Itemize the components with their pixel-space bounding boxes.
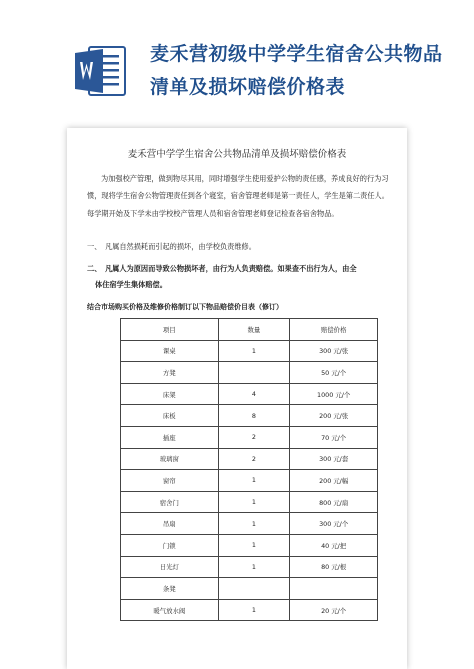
banner	[0, 0, 474, 120]
table-row	[121, 426, 378, 448]
table-row	[121, 470, 378, 492]
cell-quantity: 1	[218, 470, 290, 492]
table-header-row	[121, 319, 378, 341]
cell-quantity: 2	[218, 426, 290, 448]
cell-price: 40 元/把	[290, 534, 378, 556]
table-row	[121, 491, 378, 513]
document-title: 麦禾营中学学生宿舍公共物品清单及损坏赔偿价格表	[127, 149, 347, 160]
table-row	[121, 362, 378, 384]
cell-price: 300 元/个	[290, 513, 378, 535]
table-row	[121, 340, 378, 362]
cell-item: 插座	[121, 426, 219, 448]
cell-item: 日光灯	[121, 556, 219, 578]
table-row	[121, 513, 378, 535]
cell-price: 20 元/个	[290, 599, 378, 621]
cell-price: 50 元/个	[290, 362, 378, 384]
cell-quantity: 1	[218, 340, 290, 362]
cell-quantity: 4	[218, 383, 290, 405]
cell-item: 床板	[121, 405, 219, 427]
cell-price: 80 元/根	[290, 556, 378, 578]
cell-quantity	[218, 362, 290, 384]
cell-price: 200 元/幅	[290, 470, 378, 492]
word-document-icon	[73, 43, 129, 99]
cell-item: 宿舍门	[121, 491, 219, 513]
cell-price	[290, 578, 378, 600]
cell-price: 200 元/张	[290, 405, 378, 427]
header-price: 赔偿价格	[290, 319, 378, 341]
cell-item: 暖气放水阀	[121, 599, 219, 621]
cell-quantity: 1	[218, 491, 290, 513]
cell-quantity: 1	[218, 534, 290, 556]
cell-quantity: 8	[218, 405, 290, 427]
cell-quantity	[218, 578, 290, 600]
cell-price: 300 元/张	[290, 340, 378, 362]
table-row	[121, 383, 378, 405]
cell-quantity: 1	[218, 556, 290, 578]
cell-item: 吊扇	[121, 513, 219, 535]
rule-item-2-line-1: 二、 凡属人为原因而导致公物损坏者，由行为人负责赔偿。如果查不出行为人，由全	[87, 264, 357, 273]
cell-price: 70 元/个	[290, 426, 378, 448]
cell-quantity: 1	[218, 599, 290, 621]
cell-item: 床架	[121, 383, 219, 405]
cell-price: 300 元/套	[290, 448, 378, 470]
banner-title: 麦禾营初级中学学生宿舍公共物品清单及损坏赔偿价格表	[150, 43, 443, 98]
document-page	[67, 128, 407, 669]
table-caption: 结合市场购买价格及维修价格制订以下物品赔偿价目表（修订）	[87, 303, 283, 311]
intro-paragraph: 为加强校产管理，做到物尽其用，同时增强学生使用爱护公物的责任感，养成良好的行为习惯，现将学生宿舍公物管理责任到各个寝室，宿舍管理老师是第一责任人，学生是第二责任人。每学期开始及下学未由学校校产管理人员和宿舍管理老师登记检查各宿舍物品。	[87, 174, 389, 218]
rule-item-2-line-2: 体住宿学生集体赔偿。	[95, 280, 167, 289]
table-row	[121, 578, 378, 600]
price-table	[120, 318, 378, 621]
cell-quantity: 1	[218, 513, 290, 535]
rule-item-2	[87, 261, 392, 293]
cell-price: 800 元/扇	[290, 491, 378, 513]
cell-price: 1000 元/个	[290, 383, 378, 405]
cell-item: 条凳	[121, 578, 219, 600]
table-row	[121, 534, 378, 556]
table-row	[121, 448, 378, 470]
cell-item: 方凳	[121, 362, 219, 384]
cell-item: 窗帘	[121, 470, 219, 492]
cell-quantity: 2	[218, 448, 290, 470]
cell-item: 课桌	[121, 340, 219, 362]
table-row	[121, 599, 378, 621]
cell-item: 玻璃窗	[121, 448, 219, 470]
table-row	[121, 556, 378, 578]
cell-item: 门锁	[121, 534, 219, 556]
rule-item-1: 一、 凡属自然损耗而引起的损坏，由学校负责维修。	[87, 242, 256, 251]
header-quantity: 数量	[218, 319, 290, 341]
table-row	[121, 405, 378, 427]
header-item: 项目	[121, 319, 219, 341]
